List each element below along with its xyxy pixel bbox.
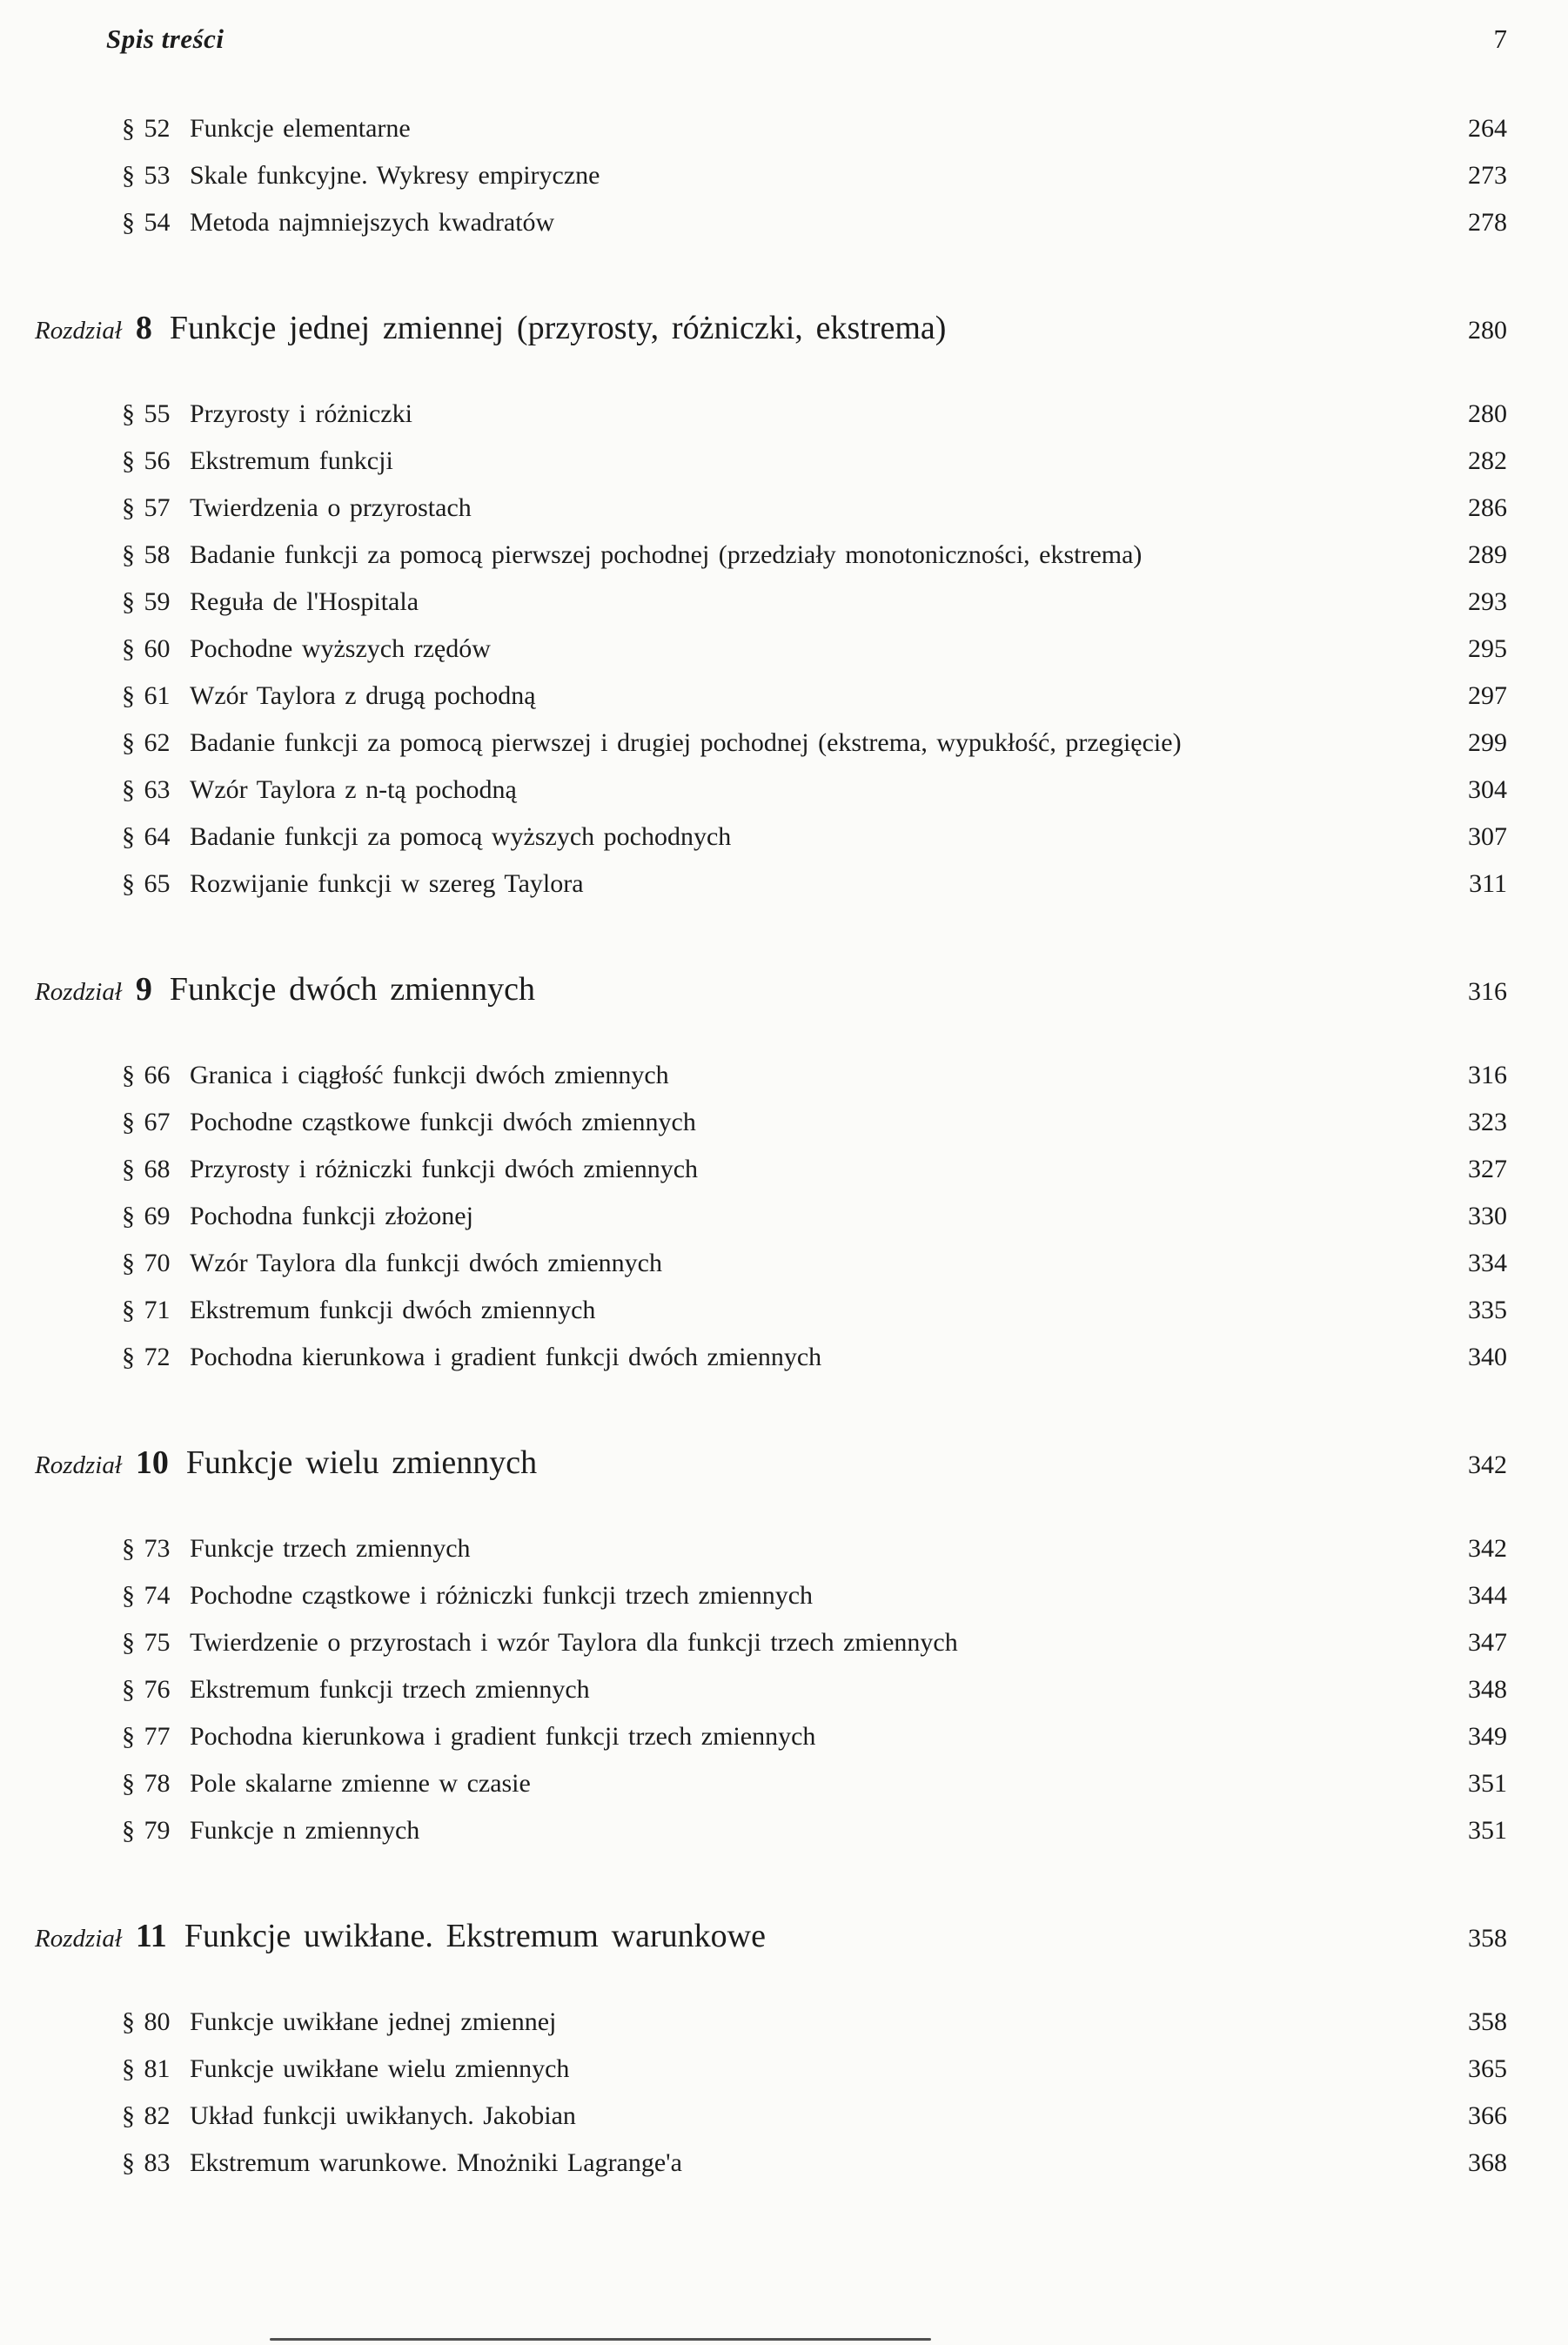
section-title: Badanie funkcji za pomocą pierwszej i drugiej pochodnej (ekstrema, wypukłość, przegięcie) xyxy=(190,728,1182,758)
section-title: Funkcje uwikłane wielu zmiennych xyxy=(190,2054,570,2084)
section-number: § 67 xyxy=(122,1108,171,1137)
section-title: Pole skalarne zmienne w czasie xyxy=(190,1769,531,1799)
section-number: § 65 xyxy=(122,869,171,899)
chapter-title: Funkcje uwikłane. Ekstremum warunkowe xyxy=(184,1918,766,1955)
section-page-number: 286 xyxy=(1468,493,1507,523)
toc-section-row xyxy=(122,1999,1507,2046)
toc-section-row xyxy=(122,2093,1507,2140)
section-title: Ekstremum funkcji dwóch zmiennych xyxy=(190,1296,596,1325)
section-page-number: 316 xyxy=(1468,1061,1507,1090)
section-number: § 77 xyxy=(122,1722,171,1752)
chapter-heading xyxy=(35,1915,1507,1964)
chapter-number: 11 xyxy=(135,1918,167,1955)
section-number: § 60 xyxy=(122,634,171,664)
section-title: Ekstremum funkcji trzech zmiennych xyxy=(190,1675,590,1705)
section-page-number: 365 xyxy=(1468,2054,1507,2084)
section-number: § 73 xyxy=(122,1534,171,1564)
toc-section-row xyxy=(122,532,1507,579)
chapter-heading xyxy=(35,968,1507,1017)
chapter-heading xyxy=(35,307,1507,356)
section-page-number: 304 xyxy=(1468,775,1507,805)
section-number: § 75 xyxy=(122,1628,171,1658)
section-page-number: 323 xyxy=(1468,1108,1507,1137)
section-number: § 57 xyxy=(122,493,171,523)
section-title: Pochodne cząstkowe funkcji dwóch zmiennych xyxy=(190,1108,696,1137)
section-page-number: 327 xyxy=(1468,1155,1507,1184)
section-number: § 61 xyxy=(122,681,171,711)
section-title: Funkcje elementarne xyxy=(190,114,411,144)
section-title: Przyrosty i różniczki funkcji dwóch zmiennych xyxy=(190,1155,699,1184)
section-title: Wzór Taylora z n-tą pochodną xyxy=(190,775,517,805)
section-number: § 83 xyxy=(122,2148,171,2178)
section-title: Granica i ciągłość funkcji dwóch zmiennych xyxy=(190,1061,669,1090)
chapter-page-number: 316 xyxy=(1468,977,1507,1007)
toc-section-row xyxy=(122,1713,1507,1760)
section-page-number: 330 xyxy=(1468,1202,1507,1231)
toc-section-row xyxy=(122,720,1507,767)
toc-section-row xyxy=(122,767,1507,814)
section-number: § 62 xyxy=(122,728,171,758)
section-page-number: 366 xyxy=(1468,2101,1507,2131)
chapter-label: Rozdział xyxy=(35,978,122,1007)
section-number: § 55 xyxy=(122,399,171,429)
section-title: Pochodne cząstkowe i różniczki funkcji trzech zmiennych xyxy=(190,1581,814,1611)
section-title: Przyrosty i różniczki xyxy=(190,399,412,429)
toc-section-row xyxy=(122,1334,1507,1381)
toc-section-row xyxy=(122,485,1507,532)
section-page-number: 349 xyxy=(1468,1722,1507,1752)
toc-section-row xyxy=(122,1287,1507,1334)
section-number: § 81 xyxy=(122,2054,171,2084)
chapter-number: 8 xyxy=(135,310,152,347)
section-title: Pochodne wyższych rzędów xyxy=(190,634,491,664)
toc-section-row xyxy=(122,1146,1507,1193)
toc-section-row xyxy=(122,105,1507,152)
section-title: Wzór Taylora dla funkcji dwóch zmiennych xyxy=(190,1249,662,1278)
section-title: Ekstremum warunkowe. Mnożniki Lagrange'a xyxy=(190,2148,682,2178)
section-page-number: 299 xyxy=(1468,728,1507,758)
toc-section-row xyxy=(122,1572,1507,1619)
toc-section-row xyxy=(122,1666,1507,1713)
section-title: Skale funkcyjne. Wykresy empiryczne xyxy=(190,161,600,191)
section-title: Funkcje uwikłane jednej zmiennej xyxy=(190,2007,557,2037)
section-title: Badanie funkcji za pomocą wyższych pochodnych xyxy=(190,822,732,852)
section-number: § 68 xyxy=(122,1155,171,1184)
section-title: Metoda najmniejszych kwadratów xyxy=(190,208,555,238)
section-title: Wzór Taylora z drugą pochodną xyxy=(190,681,536,711)
section-page-number: 340 xyxy=(1468,1343,1507,1372)
section-page-number: 348 xyxy=(1468,1675,1507,1705)
chapter-number: 10 xyxy=(135,1444,169,1482)
toc-section-row xyxy=(122,1099,1507,1146)
section-title: Reguła de l'Hospitala xyxy=(190,587,419,617)
section-number: § 72 xyxy=(122,1343,171,1372)
toc-section-row xyxy=(122,1619,1507,1666)
section-number: § 79 xyxy=(122,1816,171,1846)
section-title: Pochodna kierunkowa i gradient funkcji dwóch zmiennych xyxy=(190,1343,822,1372)
chapter-number: 9 xyxy=(135,971,152,1008)
section-page-number: 342 xyxy=(1468,1534,1507,1564)
section-page-number: 311 xyxy=(1469,869,1507,899)
chapter-title: Funkcje wielu zmiennych xyxy=(185,1444,538,1482)
section-page-number: 334 xyxy=(1468,1249,1507,1278)
toc-section-row xyxy=(122,1052,1507,1099)
section-page-number: 280 xyxy=(1468,399,1507,429)
chapter-label: Rozdział xyxy=(35,1451,122,1480)
section-title: Rozwijanie funkcji w szereg Taylora xyxy=(190,869,584,899)
section-title: Twierdzenia o przyrostach xyxy=(190,493,472,523)
section-page-number: 368 xyxy=(1468,2148,1507,2178)
toc-section-row xyxy=(122,626,1507,673)
section-title: Badanie funkcji za pomocą pierwszej pochodnej (przedziały monotoniczności, ekstrema) xyxy=(190,540,1142,570)
section-title: Pochodna kierunkowa i gradient funkcji trzech zmiennych xyxy=(190,1722,816,1752)
section-number: § 54 xyxy=(122,208,171,238)
section-number: § 59 xyxy=(122,587,171,617)
section-number: § 76 xyxy=(122,1675,171,1705)
toc-section-row xyxy=(122,1525,1507,1572)
header-page-number: 7 xyxy=(1493,23,1507,54)
page-header xyxy=(106,23,1507,55)
section-number: § 71 xyxy=(122,1296,171,1325)
section-number: § 63 xyxy=(122,775,171,805)
section-number: § 58 xyxy=(122,540,171,570)
section-number: § 74 xyxy=(122,1581,171,1611)
section-page-number: 344 xyxy=(1468,1581,1507,1611)
toc-title: Spis treści xyxy=(106,23,224,54)
section-title: Ekstremum funkcji xyxy=(190,446,393,476)
section-page-number: 358 xyxy=(1468,2007,1507,2037)
chapter-page-number: 280 xyxy=(1468,316,1507,345)
toc-section-row xyxy=(122,861,1507,908)
toc-section-row xyxy=(122,2046,1507,2093)
section-number: § 64 xyxy=(122,822,171,852)
section-number: § 66 xyxy=(122,1061,171,1090)
chapter-label: Rozdział xyxy=(35,317,122,345)
section-page-number: 297 xyxy=(1468,681,1507,711)
section-title: Pochodna funkcji złożonej xyxy=(190,1202,473,1231)
toc-section-row xyxy=(122,1193,1507,1240)
section-title: Układ funkcji uwikłanych. Jakobian xyxy=(190,2101,576,2131)
chapter-label: Rozdział xyxy=(35,1925,122,1953)
section-number: § 56 xyxy=(122,446,171,476)
chapter-page-number: 342 xyxy=(1468,1451,1507,1480)
section-number: § 82 xyxy=(122,2101,171,2131)
toc-section-row xyxy=(122,1240,1507,1287)
section-number: § 78 xyxy=(122,1769,171,1799)
chapter-title: Funkcje jednej zmiennej (przyrosty, różniczki, ekstrema) xyxy=(169,310,947,347)
toc-section-row xyxy=(122,199,1507,246)
section-page-number: 289 xyxy=(1468,540,1507,570)
section-page-number: 293 xyxy=(1468,587,1507,617)
section-page-number: 273 xyxy=(1468,161,1507,191)
section-page-number: 347 xyxy=(1468,1628,1507,1658)
section-number: § 53 xyxy=(122,161,171,191)
section-page-number: 282 xyxy=(1468,446,1507,476)
toc-section-row xyxy=(122,814,1507,861)
toc-section-row xyxy=(122,1807,1507,1854)
chapter-title: Funkcje dwóch zmiennych xyxy=(169,971,535,1008)
section-title: Funkcje n zmiennych xyxy=(190,1816,420,1846)
chapter-page-number: 358 xyxy=(1468,1924,1507,1953)
section-title: Twierdzenie o przyrostach i wzór Taylora dla funkcji trzech zmiennych xyxy=(190,1628,958,1658)
toc-section-row xyxy=(122,673,1507,720)
section-page-number: 335 xyxy=(1468,1296,1507,1325)
section-page-number: 307 xyxy=(1468,822,1507,852)
toc-section-row xyxy=(122,1760,1507,1807)
toc-section-row xyxy=(122,391,1507,438)
toc-section-row xyxy=(122,2140,1507,2187)
toc-section-row xyxy=(122,152,1507,199)
section-title: Funkcje trzech zmiennych xyxy=(190,1534,471,1564)
section-page-number: 351 xyxy=(1468,1816,1507,1846)
section-number: § 80 xyxy=(122,2007,171,2037)
section-number: § 52 xyxy=(122,114,171,144)
section-page-number: 264 xyxy=(1468,114,1507,144)
toc-section-row xyxy=(122,579,1507,626)
section-number: § 69 xyxy=(122,1202,171,1231)
section-page-number: 351 xyxy=(1468,1769,1507,1799)
chapter-heading xyxy=(35,1442,1507,1491)
toc-section-row xyxy=(122,438,1507,485)
bottom-scan-artifact-line xyxy=(270,2338,931,2341)
section-page-number: 278 xyxy=(1468,208,1507,238)
section-page-number: 295 xyxy=(1468,634,1507,664)
section-number: § 70 xyxy=(122,1249,171,1278)
